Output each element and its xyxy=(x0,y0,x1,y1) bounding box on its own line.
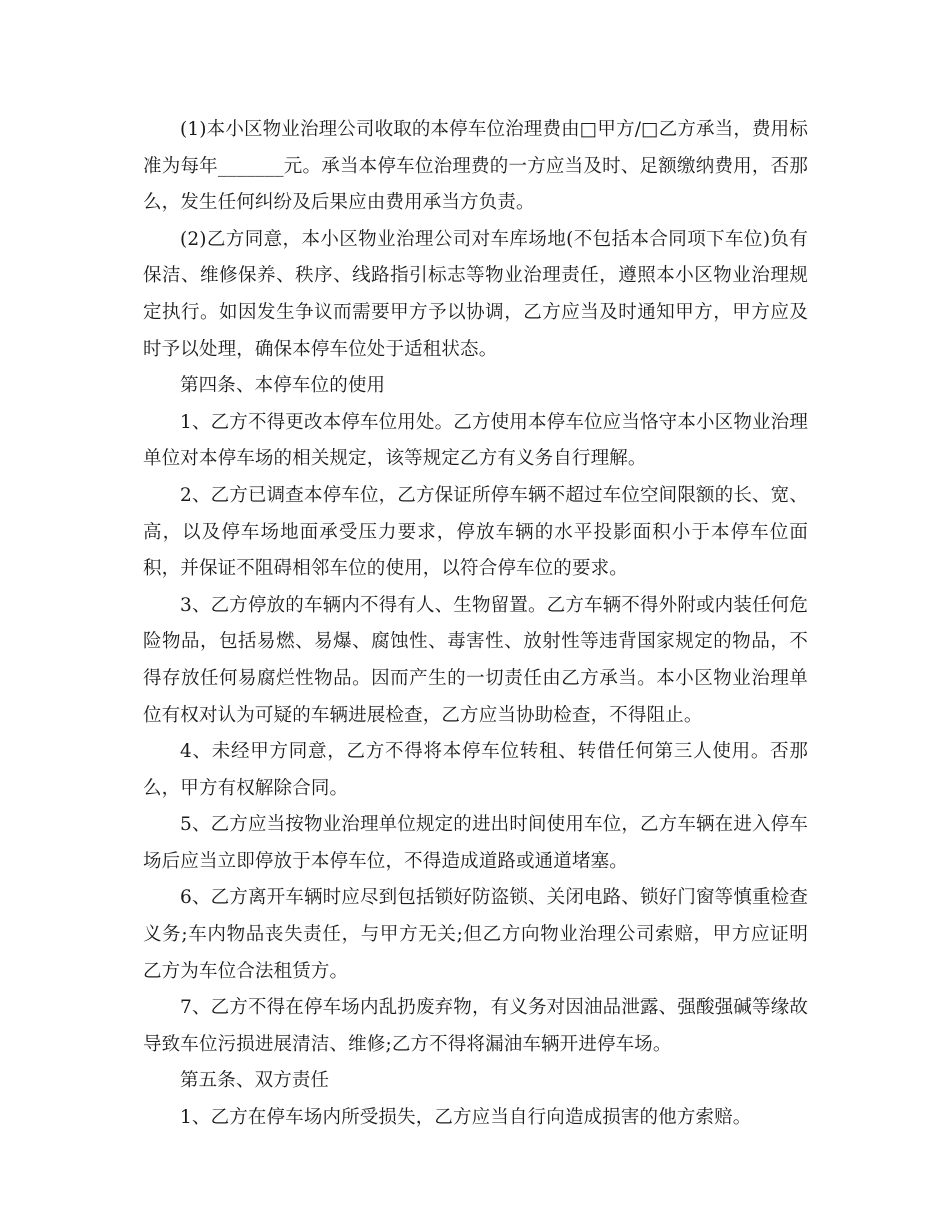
document-body xyxy=(143,112,808,1137)
paragraph-management-fee: (1)本小区物业治理公司收取的本停车位治理费由□甲方/□乙方承当，费用标准为每年_______元。承当本停车位治理费的一方应当及时、足额缴纳费用，否那么，发生任何纠纷及后果应由费用承当方负责。 xyxy=(143,119,808,214)
paragraph-property-duties: (2)乙方同意，本小区物业治理公司对车库场地(不包括本合同项下车位)负有保洁、维修保养、秩序、线路指引标志等物业治理责任，遵照本小区物业治理规定执行。如因发生争议而需要甲方予以协调，乙方应当及时通知甲方，甲方应及时予以处理，确保本停车位处于适租状态。 xyxy=(143,228,808,360)
paragraph-usage-rule-7: 7、乙方不得在停车场内乱扔废弃物，有义务对因油品泄露、强酸强碱等缘故导致车位污损进展清洁、维修;乙方不得将漏油车辆开进停车场。 xyxy=(143,997,808,1055)
section-heading-article-4: 第四条、本停车位的使用 xyxy=(180,375,386,397)
paragraph-usage-rule-4: 4、未经甲方同意，乙方不得将本停车位转租、转借任何第三人使用。否那么，甲方有权解除合同。 xyxy=(143,741,808,799)
paragraph-responsibility-1: 1、乙方在停车场内所受损失，乙方应当自行向造成损害的他方索赔。 xyxy=(180,1107,752,1129)
paragraph-usage-rule-3: 3、乙方停放的车辆内不得有人、生物留置。乙方车辆不得外附或内装任何危险物品，包括易燃、易爆、腐蚀性、毒害性、放射性等违背国家规定的物品，不得存放任何易腐烂性物品。因而产生的一切责任由乙方承当。本小区物业治理单位有权对认为可疑的车辆进展检查，乙方应当协助检查，不得阻止。 xyxy=(143,594,808,726)
paragraph-usage-rule-1: 1、乙方不得更改本停车位用处。乙方使用本停车位应当恪守本小区物业治理单位对本停车场的相关规定，该等规定乙方有义务自行理解。 xyxy=(143,411,808,470)
paragraph-usage-rule-5: 5、乙方应当按物业治理单位规定的进出时间使用车位，乙方车辆在进入停车场后应当立即停放于本停车位，不得造成道路或通道堵塞。 xyxy=(143,814,808,872)
section-heading-article-5: 第五条、双方责任 xyxy=(180,1070,330,1092)
paragraph-usage-rule-2: 2、乙方已调查本停车位，乙方保证所停车辆不超过车位空间限额的长、宽、高，以及停车场地面承受压力要求，停放车辆的水平投影面积小于本停车位面积，并保证不阻碍相邻车位的使用，以符合停车位的要求。 xyxy=(143,484,808,580)
paragraph-usage-rule-6: 6、乙方离开车辆时应尽到包括锁好防盗锁、关闭电路、锁好门窗等慎重检查义务;车内物品丧失责任，与甲方无关;但乙方向物业治理公司索赔，甲方应证明乙方为车位合法租赁方。 xyxy=(143,887,808,982)
